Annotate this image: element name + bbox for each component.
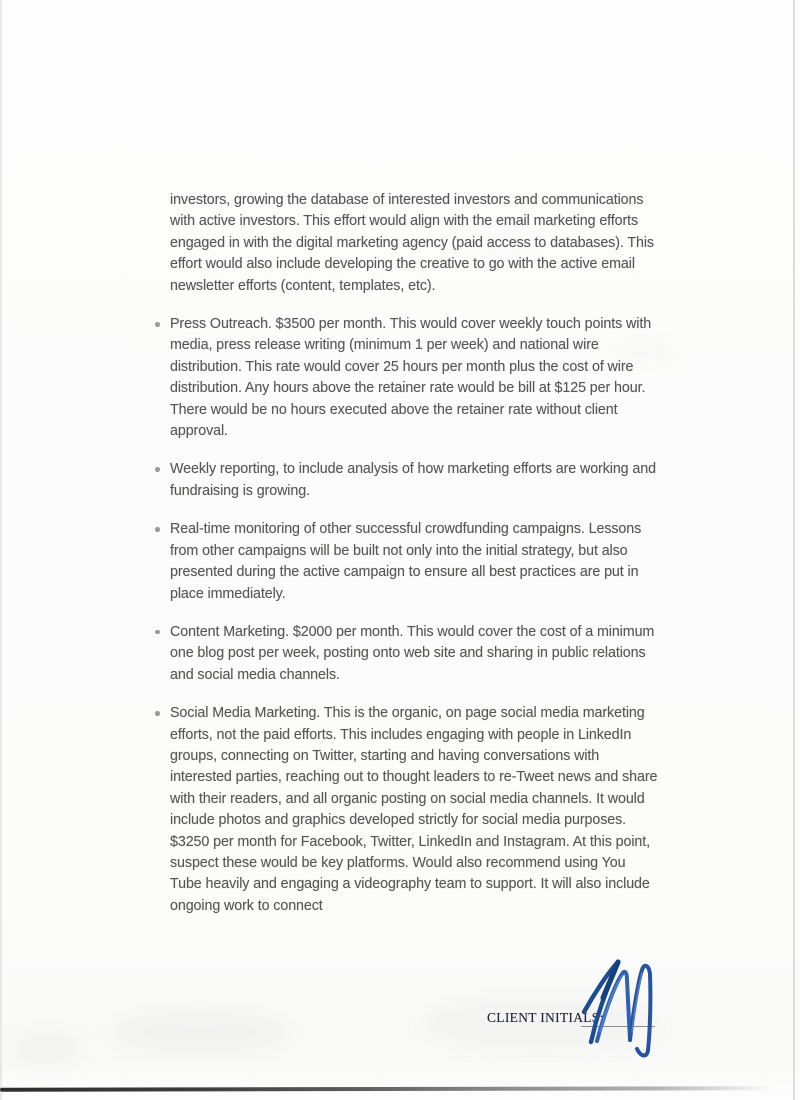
scan-smudge [10, 1030, 80, 1070]
bullet-icon [155, 467, 160, 472]
client-initials-signature [570, 952, 665, 1064]
client-initials-label: CLIENT INITIALS: [487, 1010, 604, 1025]
list-item [170, 703, 660, 917]
list-item-text: Social Media Marketing. This is the organic, on page social media marketing efforts, not the paid efforts. This includes engaging with people in LinkedIn groups, connecting on Twitter, starting and having conversations with interested parties, reaching out to thought leaders to re-Tweet news and share with their readers, and all organic posting on social media channels. It would include photos and graphics developed strictly for social media purposes. $3250 per month for Facebook, Twitter, LinkedIn and Instagram. At this point, suspect these would be key platforms. Would also recommend using You Tube heavily and engaging a videography team to support. It will also include ongoing work to connect [170, 705, 658, 914]
list-item [170, 314, 660, 442]
paper-edge-right [793, 0, 795, 1100]
intro-paragraph: investors, growing the database of interested investors and communications with active investors. This effort would align with the email marketing efforts engaged in with the digital marketing agency (paid access to databases). This effort would also include developing the creative to go with the active email newsletter efforts (content, templates, etc). [170, 192, 654, 294]
list-item-text: Press Outreach. $3500 per month. This would cover weekly touch points with media, press release writing (minimum 1 per week) and national wire distribution. This rate would cover 25 hours per month plus the cost of wire distribution. Any hours above the retainer rate would be bill at $125 per hour. There would be no hours executed above the retainer rate without client approval. [170, 316, 652, 440]
scan-smudge [110, 1008, 290, 1054]
document-body [170, 190, 660, 917]
bullet-icon [155, 630, 160, 635]
paper-edge-left [0, 0, 2, 1100]
list-item-text: Real-time monitoring of other successful crowdfunding campaigns. Lessons from other campaigns will be built not only into the initial strategy, but also presented during the active campaign to ensure all best practices are put in place immediately. [170, 521, 642, 602]
bullet-icon [155, 527, 160, 532]
list-item-text: Content Marketing. $2000 per month. This would cover the cost of a minimum one blog post per week, posting onto web site and sharing in public relations and social media channels. [170, 623, 655, 683]
list-item [170, 622, 660, 686]
list-item [170, 459, 660, 502]
scan-edge-shadow [0, 1086, 772, 1092]
bullet-icon [155, 322, 160, 327]
bullet-list [170, 314, 660, 917]
bullet-icon [155, 711, 160, 716]
list-item-text: Weekly reporting, to include analysis of how marketing efforts are working and fundraising is growing. [170, 461, 656, 499]
list-item [170, 519, 660, 605]
